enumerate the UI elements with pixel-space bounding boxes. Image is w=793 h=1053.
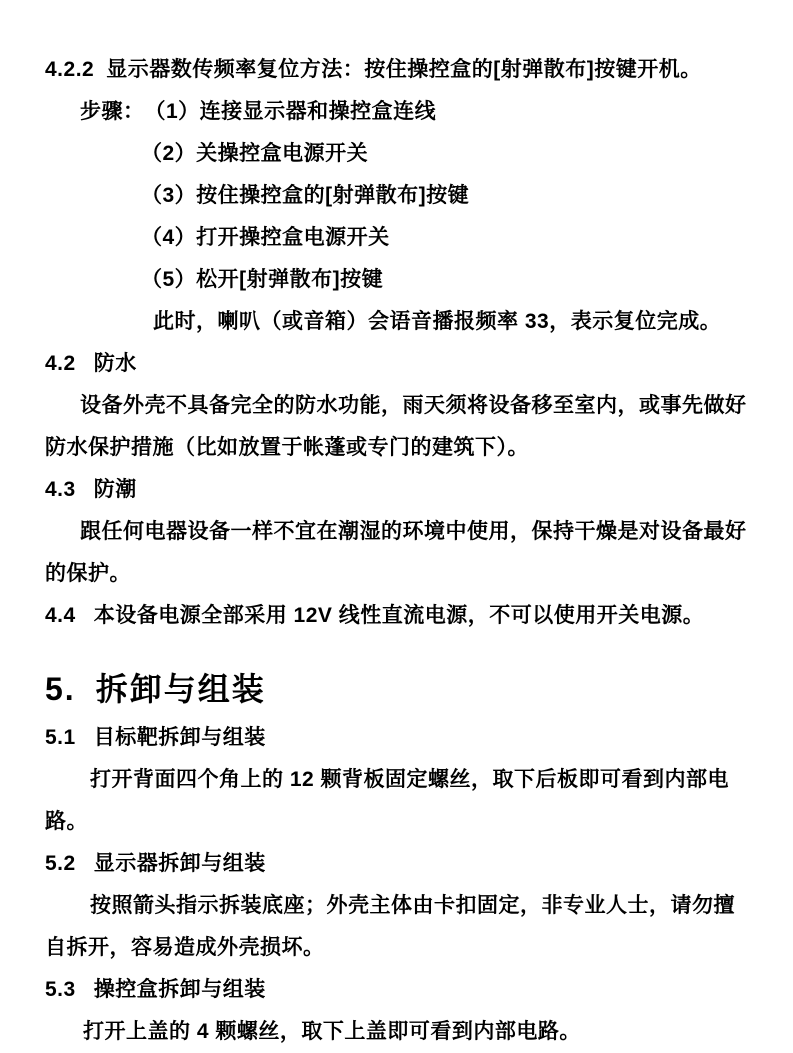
- section-number: 5.2: [45, 852, 76, 875]
- paragraph-line: 跟任何电器设备一样不宜在潮湿的环境中使用，保持干燥是对设备最好: [80, 520, 747, 543]
- steps-label: 步骤：: [80, 100, 145, 123]
- paragraph-line: 打开背面四个角上的 12 颗背板固定螺丝，取下后板即可看到内部电: [90, 768, 730, 791]
- chapter-title: 拆卸与组装: [95, 671, 266, 707]
- section-number: 4.4: [45, 604, 76, 627]
- section-title: 防潮: [93, 478, 137, 501]
- section-text: 本设备电源全部采用 12V 线性直流电源，不可以使用开关电源。: [93, 604, 705, 627]
- section-heading-4-4: [45, 595, 748, 637]
- section-number: 4.3: [45, 478, 76, 501]
- paragraph-line: 防水保护措施（比如放置于帐蓬或专门的建筑下）。: [45, 436, 529, 459]
- section-heading-5-3: [45, 969, 748, 1011]
- step-5: （5）松开[射弹散布]按键: [141, 268, 384, 291]
- chapter-number: 5.: [45, 671, 76, 707]
- step-4: （4）打开操控盒电源开关: [141, 226, 390, 249]
- chapter-heading-5: [45, 661, 748, 717]
- section-title: 目标靶拆卸与组装: [93, 726, 266, 749]
- section-heading-4-2: [45, 343, 748, 385]
- section-heading-5-2: [45, 843, 748, 885]
- section-number: 5.3: [45, 978, 76, 1001]
- paragraph-line: 设备外壳不具备完全的防水功能，雨天须将设备移至室内，或事先做好: [80, 394, 747, 417]
- paragraph-line: 的保护。: [45, 562, 131, 585]
- section-heading-4-3: [45, 469, 748, 511]
- section-title: 显示器拆卸与组装: [93, 852, 266, 875]
- step-1: （1）连接显示器和操控盒连线: [144, 100, 437, 123]
- step-2: （2）关操控盒电源开关: [141, 142, 369, 165]
- section-title: 显示器数传频率复位方法：按住操控盒的[射弹散布]按键开机。: [106, 58, 702, 81]
- paragraph-line: 打开上盖的 4 颗螺丝，取下上盖即可看到内部电路。: [83, 1020, 581, 1043]
- section-title: 防水: [93, 352, 137, 375]
- paragraph-line: 路。: [45, 810, 88, 833]
- section-heading-5-1: [45, 717, 748, 759]
- section-title: 操控盒拆卸与组装: [93, 978, 266, 1001]
- section-heading-4-2-2: [45, 49, 748, 91]
- step-3: （3）按住操控盒的[射弹散布]按键: [141, 184, 470, 207]
- steps-result-line: 此时，喇叭（或音箱）会语音播报频率 33，表示复位完成。: [153, 310, 722, 333]
- paragraph-line: 自拆开，容易造成外壳损坏。: [45, 936, 325, 959]
- section-number: 4.2.2: [45, 58, 95, 81]
- section-number: 4.2: [45, 352, 76, 375]
- section-number: 5.1: [45, 726, 76, 749]
- steps-lead-line: [45, 91, 748, 133]
- paragraph-line: 按照箭头指示拆装底座；外壳主体由卡扣固定，非专业人士，请勿擅: [90, 894, 735, 917]
